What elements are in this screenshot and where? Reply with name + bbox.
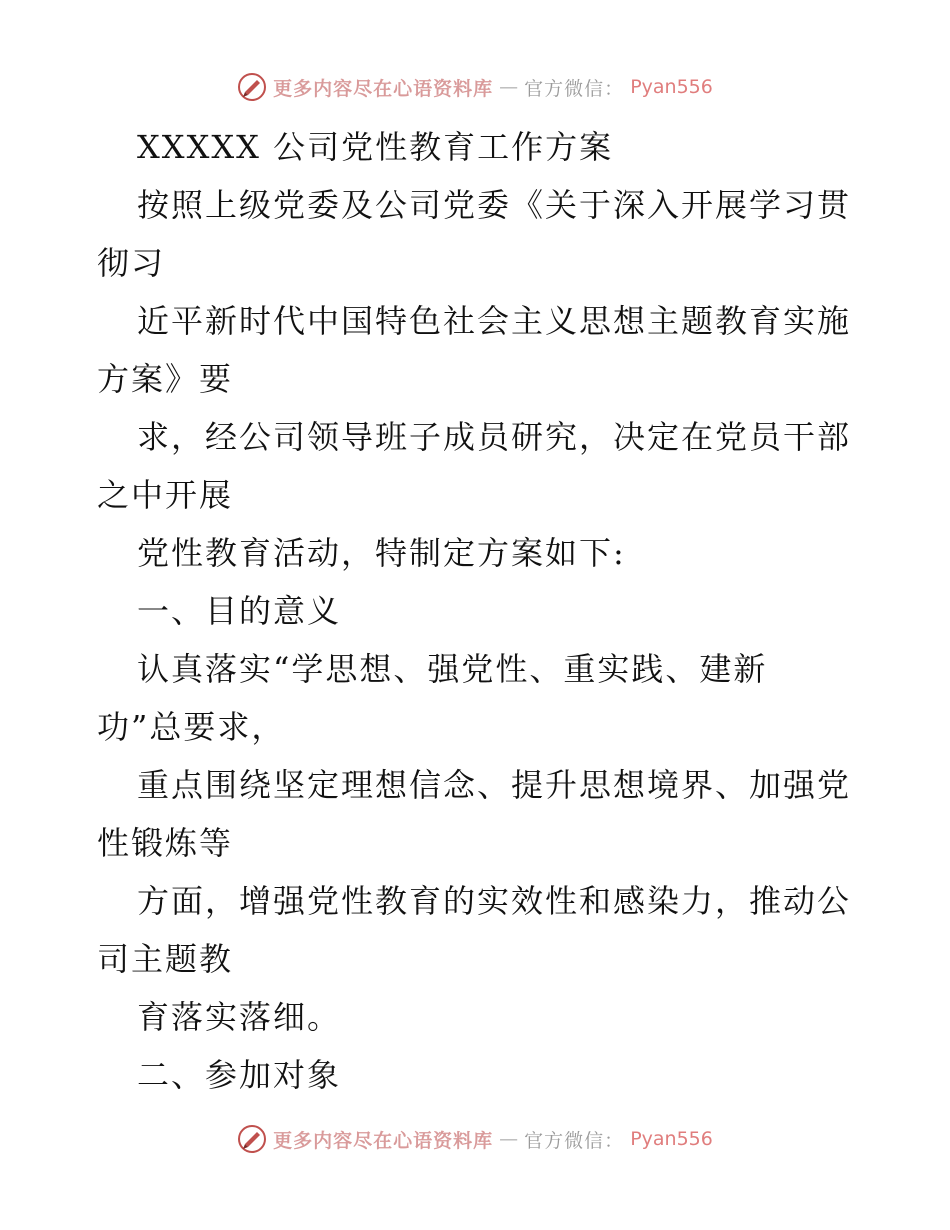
paragraph-line: 之中开展 — [97, 476, 234, 514]
paragraph-line: 重点围绕坚定理想信念、提升思想境界、加强党 — [137, 766, 852, 804]
paragraph-line: 性锻炼等 — [97, 824, 234, 862]
document-body — [97, 118, 857, 1104]
watermark-dash: — — [499, 1128, 519, 1150]
watermark-site-text: 更多内容尽在心语资料库 — [273, 77, 494, 100]
pen-seal-icon — [237, 72, 267, 102]
paragraph-line: 彻习 — [97, 244, 166, 282]
paragraph-line: 近平新时代中国特色社会主义思想主题教育实施 — [137, 302, 852, 340]
watermark-site-text: 更多内容尽在心语资料库 — [273, 1129, 494, 1152]
footer-watermark — [0, 1124, 950, 1154]
header-watermark — [0, 72, 950, 102]
paragraph-line: 求，经公司领导班子成员研究，决定在党员干部 — [137, 418, 852, 456]
paragraph-line: 育落实落细。 — [137, 998, 342, 1036]
watermark-wechat-label: 官方微信： — [524, 77, 625, 100]
paragraph-line: 司主题教 — [97, 940, 234, 978]
paragraph-line: 认真落实“学思想、强党性、重实践、建新 — [137, 650, 768, 688]
watermark-dash: — — [499, 76, 519, 98]
paragraph-line: 功”总要求， — [97, 708, 286, 746]
watermark-wechat-label: 官方微信： — [524, 1129, 625, 1152]
section-heading-purpose: 一、目的意义 — [137, 592, 342, 630]
paragraph-line: 方案》要 — [97, 360, 234, 398]
watermark-wechat-id: Pyan556 — [630, 76, 713, 98]
paragraph-line: 按照上级党委及公司党委《关于深入开展学习贯 — [137, 186, 852, 224]
paragraph-line: 党性教育活动，特制定方案如下: — [137, 534, 626, 572]
document-title: XXXXX 公司党性教育工作方案 — [137, 128, 614, 166]
pen-seal-icon — [237, 1124, 267, 1154]
paragraph-line: 方面，增强党性教育的实效性和感染力，推动公 — [137, 882, 852, 920]
section-heading-participants: 二、参加对象 — [137, 1056, 342, 1094]
watermark-wechat-id: Pyan556 — [630, 1128, 713, 1150]
